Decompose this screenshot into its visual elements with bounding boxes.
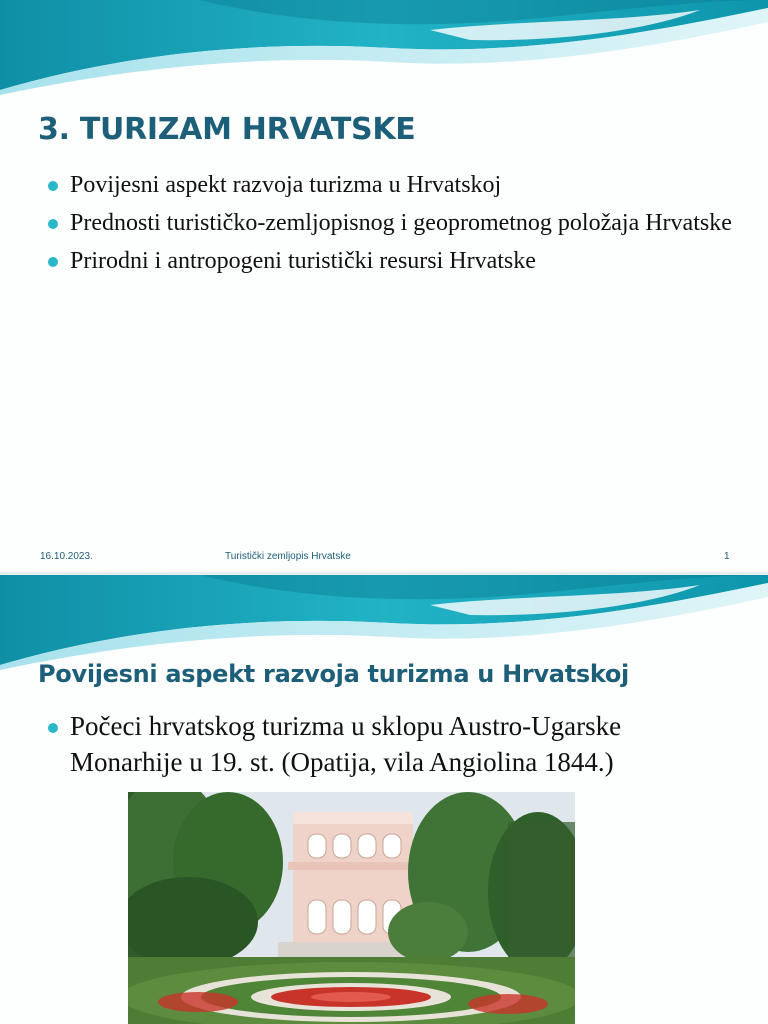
slide-title: 3. TURIZAM HRVATSKE <box>38 112 416 147</box>
list-item: Prirodni i antropogeni turistički resursi Hrvatske <box>48 244 738 278</box>
slide-2 <box>0 575 768 1024</box>
bullet-list <box>48 168 738 282</box>
slide-title: Povijesni aspekt razvoja turizma u Hrvatskoj <box>38 660 629 688</box>
footer-date: 16.10.2023. <box>40 551 93 562</box>
villa-angiolina-photo <box>128 792 575 1024</box>
header-wave-decoration <box>0 0 768 95</box>
bullet-icon <box>48 257 58 267</box>
bullet-list <box>48 708 738 784</box>
bullet-icon <box>48 219 58 229</box>
list-item: Počeci hrvatskog turizma u sklopu Austro-Ugarske Monarhije u 19. st. (Opatija, vila Angiolina 1844.) <box>48 708 738 780</box>
list-item: Povijesni aspekt razvoja turizma u Hrvatskoj <box>48 168 738 202</box>
footer-title: Turistički zemljopis Hrvatske <box>225 551 351 562</box>
page-number: 1 <box>724 551 730 562</box>
bullet-icon <box>48 181 58 191</box>
bullet-icon <box>48 723 58 733</box>
list-item: Prednosti turističko-zemljopisnog i geoprometnog položaja Hrvatske <box>48 206 738 240</box>
header-wave-decoration <box>0 575 768 670</box>
